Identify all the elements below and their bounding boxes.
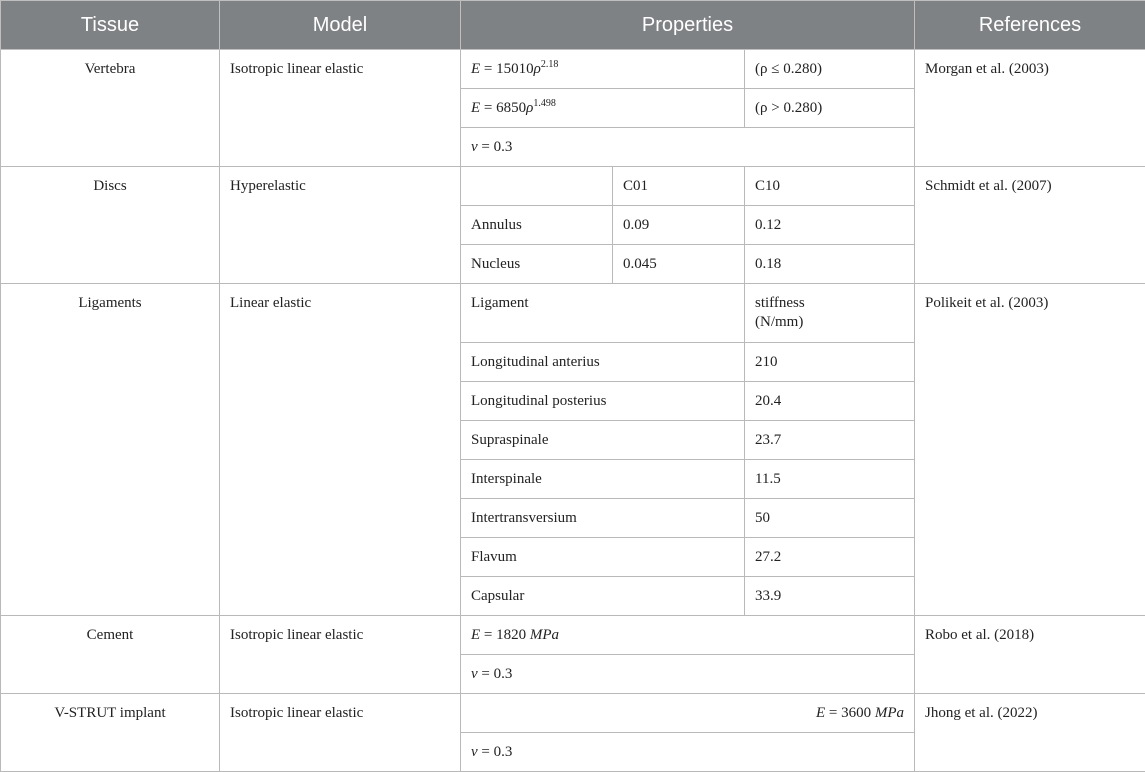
header-row: [1, 1, 1145, 50]
ligament-value: 50: [745, 499, 915, 538]
tissue-cement: Cement: [1, 616, 220, 694]
ligament-value: 210: [745, 343, 915, 382]
vstrut-modulus: E = 3600 MPa: [461, 694, 915, 733]
ligament-name: Longitudinal anterius: [461, 343, 745, 382]
ligament-value: 20.4: [745, 382, 915, 421]
discs-blank-cell: [461, 167, 613, 206]
header-model: Model: [220, 1, 461, 50]
ref-discs: Schmidt et al. (2007): [915, 167, 1145, 284]
ref-ligaments: Polikeit et al. (2003): [915, 284, 1145, 616]
ligament-name: Capsular: [461, 577, 745, 616]
ligaments-col-ligament: Ligament: [461, 284, 745, 343]
discs-row-c10: 0.12: [745, 206, 915, 245]
discs-row-c10: 0.18: [745, 245, 915, 284]
ref-cement: Robo et al. (2018): [915, 616, 1145, 694]
header-tissue: Tissue: [1, 1, 220, 50]
vertebra-eq2: $E = 6850\rho^{1.498}$: [461, 89, 745, 128]
ligament-name: Flavum: [461, 538, 745, 577]
table-row: [1, 694, 1145, 733]
vertebra-eq1: $E = 15010\rho^{2.18}$: [461, 50, 745, 89]
tissue-discs: Discs: [1, 167, 220, 284]
discs-col-c01: C01: [613, 167, 745, 206]
ligament-name: Longitudinal posterius: [461, 382, 745, 421]
ligament-name: Supraspinale: [461, 421, 745, 460]
ligaments-col-stiffness: stiffness (N/mm): [745, 284, 915, 343]
model-cement: Isotropic linear elastic: [220, 616, 461, 694]
ligament-value: 27.2: [745, 538, 915, 577]
header-references: References: [915, 1, 1145, 50]
discs-row-name: Nucleus: [461, 245, 613, 284]
vertebra-poisson: ν = 0.3: [461, 128, 915, 167]
table-row: [1, 284, 1145, 343]
cement-poisson: ν = 0.3: [461, 655, 915, 694]
cement-modulus: E = 1820 MPa: [461, 616, 915, 655]
table-row: [1, 167, 1145, 206]
ref-vertebra: Morgan et al. (2003): [915, 50, 1145, 167]
model-vertebra: Isotropic linear elastic: [220, 50, 461, 167]
discs-row-c01: 0.09: [613, 206, 745, 245]
discs-row-c01: 0.045: [613, 245, 745, 284]
ligament-value: 23.7: [745, 421, 915, 460]
ligament-name: Intertransversium: [461, 499, 745, 538]
model-discs: Hyperelastic: [220, 167, 461, 284]
ligament-value: 11.5: [745, 460, 915, 499]
tissue-ligaments: Ligaments: [1, 284, 220, 616]
model-ligaments: Linear elastic: [220, 284, 461, 616]
model-vstrut: Isotropic linear elastic: [220, 694, 461, 772]
ref-vstrut: Jhong et al. (2022): [915, 694, 1145, 772]
ligament-name: Interspinale: [461, 460, 745, 499]
ligament-value: 33.9: [745, 577, 915, 616]
vertebra-cond1: (ρ ≤ 0.280): [745, 50, 915, 89]
tissue-vertebra: Vertebra: [1, 50, 220, 167]
tissue-vstrut: V-STRUT implant: [1, 694, 220, 772]
discs-row-name: Annulus: [461, 206, 613, 245]
discs-col-c10: C10: [745, 167, 915, 206]
vstrut-poisson: ν = 0.3: [461, 733, 915, 772]
header-properties: Properties: [461, 1, 915, 50]
table-row: [1, 616, 1145, 655]
table-row: [1, 50, 1145, 89]
vertebra-cond2: (ρ > 0.280): [745, 89, 915, 128]
